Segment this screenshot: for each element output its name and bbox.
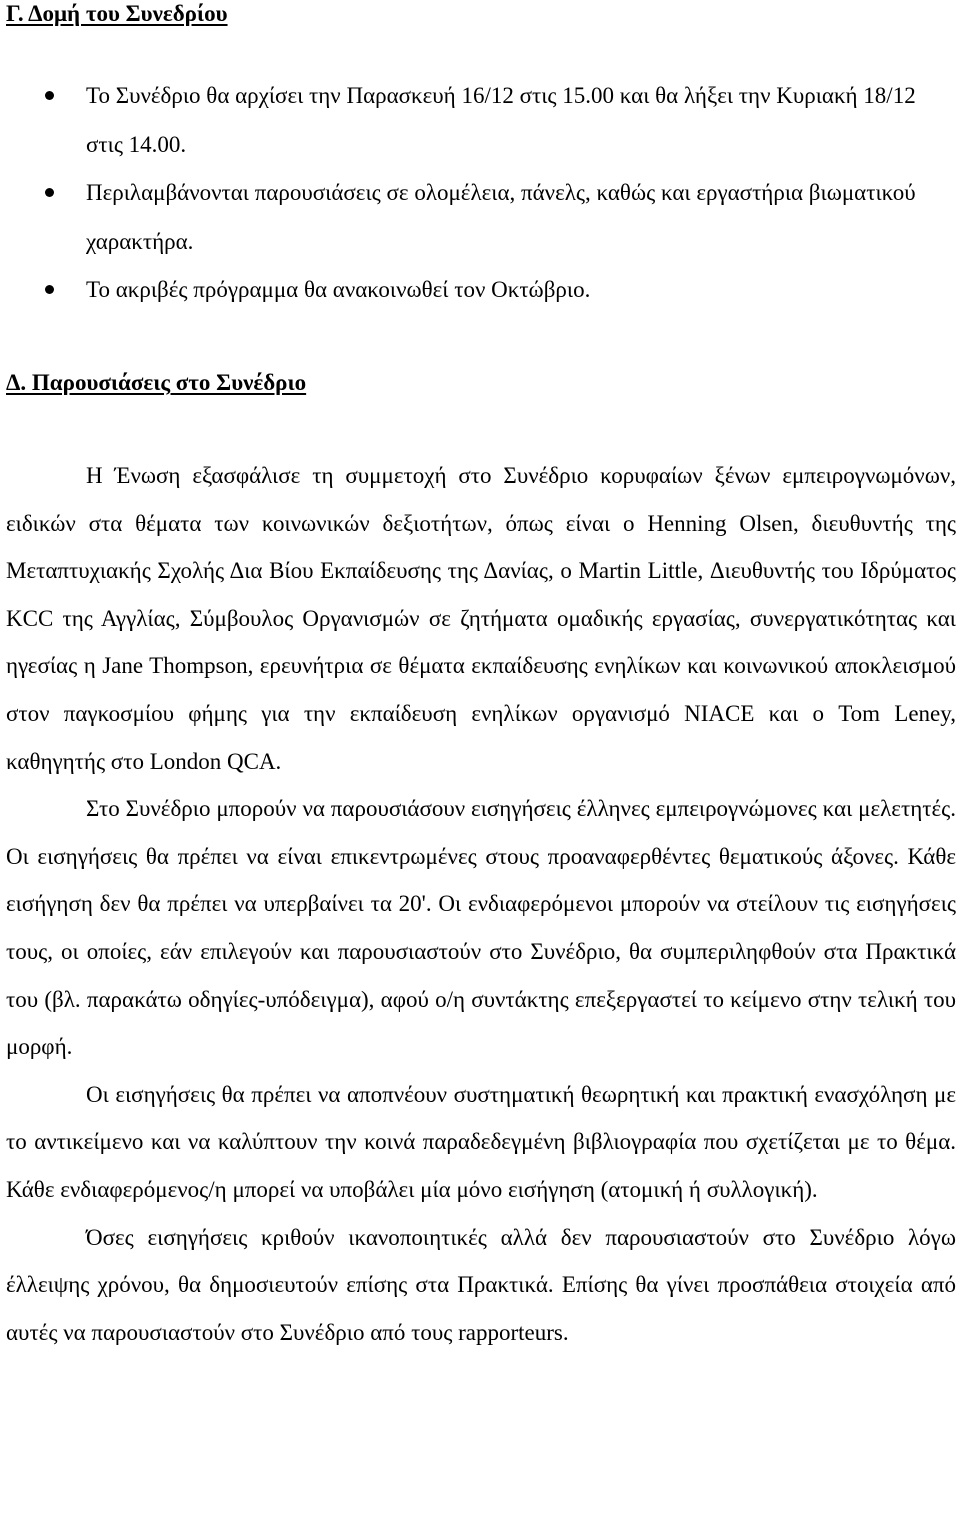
bullet-icon: [45, 188, 54, 197]
list-item: [0, 169, 956, 266]
list-item: [0, 72, 956, 169]
section-g-bullet-list: [0, 72, 960, 315]
list-item: [0, 266, 956, 315]
bullet-text: Περιλαμβάνονται παρουσιάσεις σε ολομέλεια, πάνελς, καθώς και εργαστήρια βιωματικού χαρακτήρα.: [86, 180, 916, 254]
paragraph-proceedings: Όσες εισηγήσεις κριθούν ικανοποιητικές αλλά δεν παρουσιαστούν στο Συνέδριο λόγω έλλειψης χρόνου, θα δημοσιευτούν επίσης στα Πρακτικά. Επίσης θα γίνει προσπάθεια στοιχεία από αυτές να παρουσιαστούν στο Συνέδριο από τους rapporteurs.: [6, 1224, 956, 1345]
bullet-text: Το ακριβές πρόγραμμα θα ανακοινωθεί τον Οκτώβριο.: [86, 277, 591, 302]
bullet-text: Το Συνέδριο θα αρχίσει την Παρασκευή 16/12 στις 15.00 και θα λήξει την Κυριακή 18/12 στις 14.00.: [86, 83, 916, 157]
bullet-icon: [45, 91, 54, 100]
bullet-icon: [45, 285, 54, 294]
paragraph-experts: Η Ένωση εξασφάλισε τη συμμετοχή στο Συνέδριο κορυφαίων ξένων εμπειρογνωμόνων, ειδικών στα θέματα των κοινωνικών δεξιοτήτων, όπως είναι ο Henning Olsen, διευθυντής της Μεταπτυχιακής Σχολής Δια Βίου Εκπαίδευσης της Δανίας, ο Martin Little, Διευθυντής του Ιδρύματος KCC της Αγγλίας, Σύμβουλος Οργανισμών σε ζητήματα ομαδικής εργασίας, συνεργατικότητας και ηγεσίας η Jane Thompson, ερευνήτρια σε θέματα εκπαίδευσης ενηλίκων και κοινωνικού αποκλεισμού στον παγκοσμίου φήμης για την εκπαίδευση ενηλίκων οργανισμό NIACE και ο Tom Leney, καθηγητής στο London QCA.: [6, 463, 956, 774]
paragraph-requirements: Οι εισηγήσεις θα πρέπει να αποπνέουν συστηματική θεωρητική και πρακτική ενασχόληση με το αντικείμενο και να καλύπτουν την κοινά παραδεδεγμένη βιβλιογραφία που σχετίζεται με το θέμα. Κάθε ενδιαφερόμενος/η μπορεί να υποβάλει μία μόνο εισήγηση (ατομική ή συλλογική).: [6, 1081, 956, 1202]
section-d-body: [6, 452, 956, 1356]
section-g-heading: Γ. Δομή του Συνεδρίου: [6, 1, 228, 26]
section-d-heading: Δ. Παρουσιάσεις στο Συνέδριο: [6, 370, 307, 395]
paragraph-submissions: Στο Συνέδριο μπορούν να παρουσιάσουν εισηγήσεις έλληνες εμπειρογνώμονες και μελετητές. Οι εισηγήσεις θα πρέπει να είναι επικεντρωμένες στους προαναφερθέντες θεματικούς άξονες. Κάθε εισήγηση δεν θα πρέπει να υπερβαίνει τα 20'. Οι ενδιαφερόμενοι μπορούν να στείλουν τις εισηγήσεις τους, οι οποίες, εάν επιλεγούν και παρουσιαστούν στο Συνέδριο, θα συμπεριληφθούν στα Πρακτικά του (βλ. παρακάτω οδηγίες-υπόδειγμα), αφού ο/η συντάκτης επεξεργαστεί το κείμενο στην τελική του μορφή.: [6, 796, 956, 1060]
